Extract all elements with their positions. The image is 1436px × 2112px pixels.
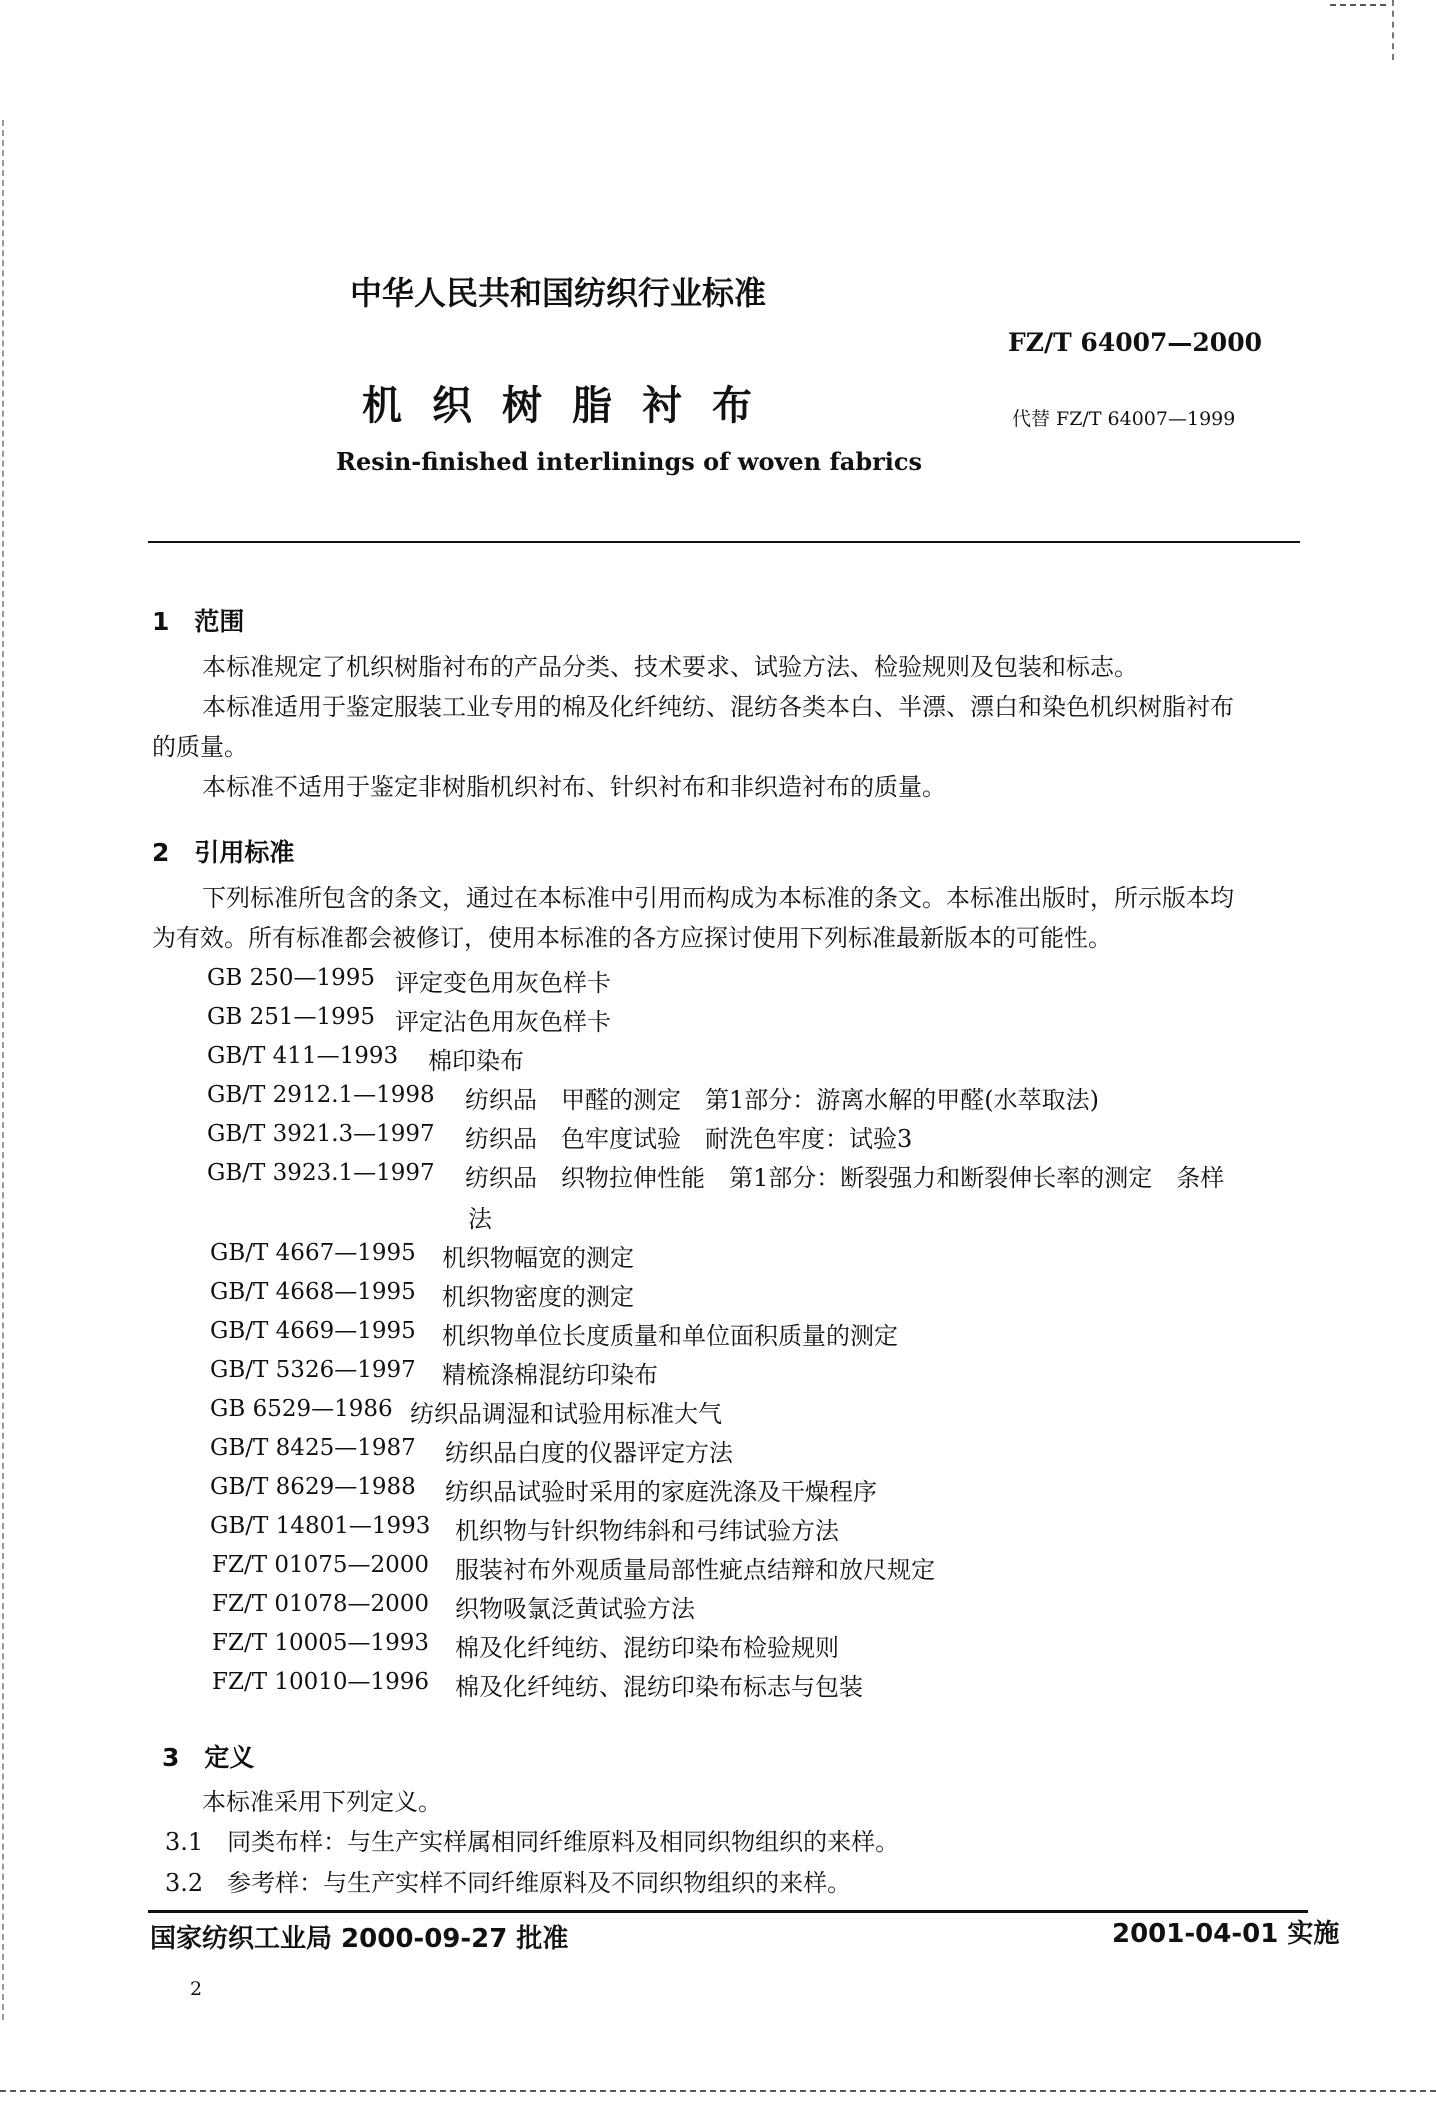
reference-code: GB/T 8629—1988 xyxy=(210,1474,416,1500)
reference-title: 纺织品试验时采用的家庭洗涤及干燥程序 xyxy=(445,1478,877,1506)
reference-title: 机织物幅宽的测定 xyxy=(442,1244,634,1272)
reference-code: GB/T 2912.1—1998 xyxy=(207,1082,435,1108)
reference-title: 织物吸氯泛黄试验方法 xyxy=(455,1595,695,1623)
replaces-note: 代替 FZ/T 64007—1999 xyxy=(1012,408,1236,430)
reference-title: 机织物单位长度质量和单位面积质量的测定 xyxy=(442,1322,898,1350)
paragraph: 本标准采用下列定义。 xyxy=(202,1788,442,1816)
reference-title: 棉印染布 xyxy=(428,1047,524,1075)
reference-code: FZ/T 10010—1996 xyxy=(212,1669,430,1695)
reference-title: 纺织品调湿和试验用标准大气 xyxy=(410,1400,722,1428)
reference-code: GB/T 5326—1997 xyxy=(210,1357,416,1383)
reference-code: GB 6529—1986 xyxy=(210,1396,393,1422)
reference-code: GB/T 3921.3—1997 xyxy=(207,1121,435,1147)
reference-code: GB/T 4668—1995 xyxy=(210,1279,416,1305)
standard-title: 机织树脂衬布 xyxy=(362,382,782,429)
definition-item: 3.1 同类布样：与生产实样属相同纤维原料及相同织物组织的来样。 xyxy=(165,1828,900,1856)
reference-code: GB/T 3923.1—1997 xyxy=(207,1160,435,1186)
reference-code: GB/T 14801—1993 xyxy=(210,1513,431,1539)
reference-code: FZ/T 10005—1993 xyxy=(212,1630,430,1656)
scan-edge-mark xyxy=(1392,0,1394,60)
reference-title: 评定变色用灰色样卡 xyxy=(395,969,611,997)
paragraph: 本标准适用于鉴定服装工业专用的棉及化纤纯纺、混纺各类本白、半漂、漂白和染色机织树脂衬布 xyxy=(202,693,1234,721)
reference-code: GB 251—1995 xyxy=(207,1004,376,1030)
reference-title: 棉及化纤纯纺、混纺印染布检验规则 xyxy=(455,1634,839,1662)
paragraph: 为有效。所有标准都会被修订，使用本标准的各方应探讨使用下列标准最新版本的可能性。 xyxy=(152,924,1112,952)
reference-title: 棉及化纤纯纺、混纺印染布标志与包装 xyxy=(455,1673,863,1701)
reference-title-continued: 法 xyxy=(468,1205,492,1233)
approval-date: 国家纺织工业局 2000-09-27 批准 xyxy=(150,1924,569,1954)
scan-edge-mark xyxy=(2,120,4,2020)
reference-title: 服装衬布外观质量局部性疵点结辩和放尺规定 xyxy=(455,1556,935,1584)
reference-code: GB/T 4669—1995 xyxy=(210,1318,416,1344)
reference-title: 纺织品 织物拉伸性能 第1部分：断裂强力和断裂伸长率的测定 条样 xyxy=(465,1164,1225,1192)
standard-code: FZ/T 64007—2000 xyxy=(1008,328,1262,357)
reference-title: 纺织品 色牢度试验 耐洗色牢度：试验3 xyxy=(465,1125,913,1153)
scan-edge-mark xyxy=(0,2090,1436,2092)
reference-title: 精梳涤棉混纺印染布 xyxy=(442,1361,658,1389)
page-number: 2 xyxy=(190,1978,203,2000)
definition-item: 3.2 参考样：与生产实样不同纤维原料及不同织物组织的来样。 xyxy=(165,1869,852,1897)
section-heading-scope: 1 范围 xyxy=(152,607,245,636)
paragraph: 的质量。 xyxy=(152,733,248,761)
reference-title: 纺织品 甲醛的测定 第1部分：游离水解的甲醛(水萃取法) xyxy=(465,1086,1099,1114)
paragraph: 本标准不适用于鉴定非树脂机织衬布、针织衬布和非织造衬布的质量。 xyxy=(202,773,946,801)
scan-edge-mark xyxy=(1330,4,1386,6)
paragraph: 本标准规定了机织树脂衬布的产品分类、技术要求、试验方法、检验规则及包装和标志。 xyxy=(202,653,1138,681)
english-title: Resin-finished interlinings of woven fabrics xyxy=(336,447,923,476)
reference-title: 机织物与针织物纬斜和弓纬试验方法 xyxy=(455,1517,839,1545)
reference-code: FZ/T 01078—2000 xyxy=(212,1591,430,1617)
reference-title: 纺织品白度的仪器评定方法 xyxy=(445,1439,733,1467)
reference-code: GB/T 8425—1987 xyxy=(210,1435,416,1461)
reference-code: FZ/T 01075—2000 xyxy=(212,1552,430,1578)
header-divider xyxy=(148,541,1300,543)
implementation-date: 2001-04-01 实施 xyxy=(1112,1919,1340,1949)
reference-code: GB/T 411—1993 xyxy=(207,1043,399,1069)
reference-code: GB/T 4667—1995 xyxy=(210,1240,416,1266)
reference-code: GB 250—1995 xyxy=(207,965,376,991)
reference-title: 评定沾色用灰色样卡 xyxy=(395,1008,611,1036)
industry-standard-title: 中华人民共和国纺织行业标准 xyxy=(350,274,767,312)
reference-title: 机织物密度的测定 xyxy=(442,1283,634,1311)
section-heading-definitions: 3 定义 xyxy=(162,1743,255,1772)
section-heading-references: 2 引用标准 xyxy=(152,838,295,867)
paragraph: 下列标准所包含的条文，通过在本标准中引用而构成为本标准的条文。本标准出版时，所示版本均 xyxy=(202,884,1234,912)
